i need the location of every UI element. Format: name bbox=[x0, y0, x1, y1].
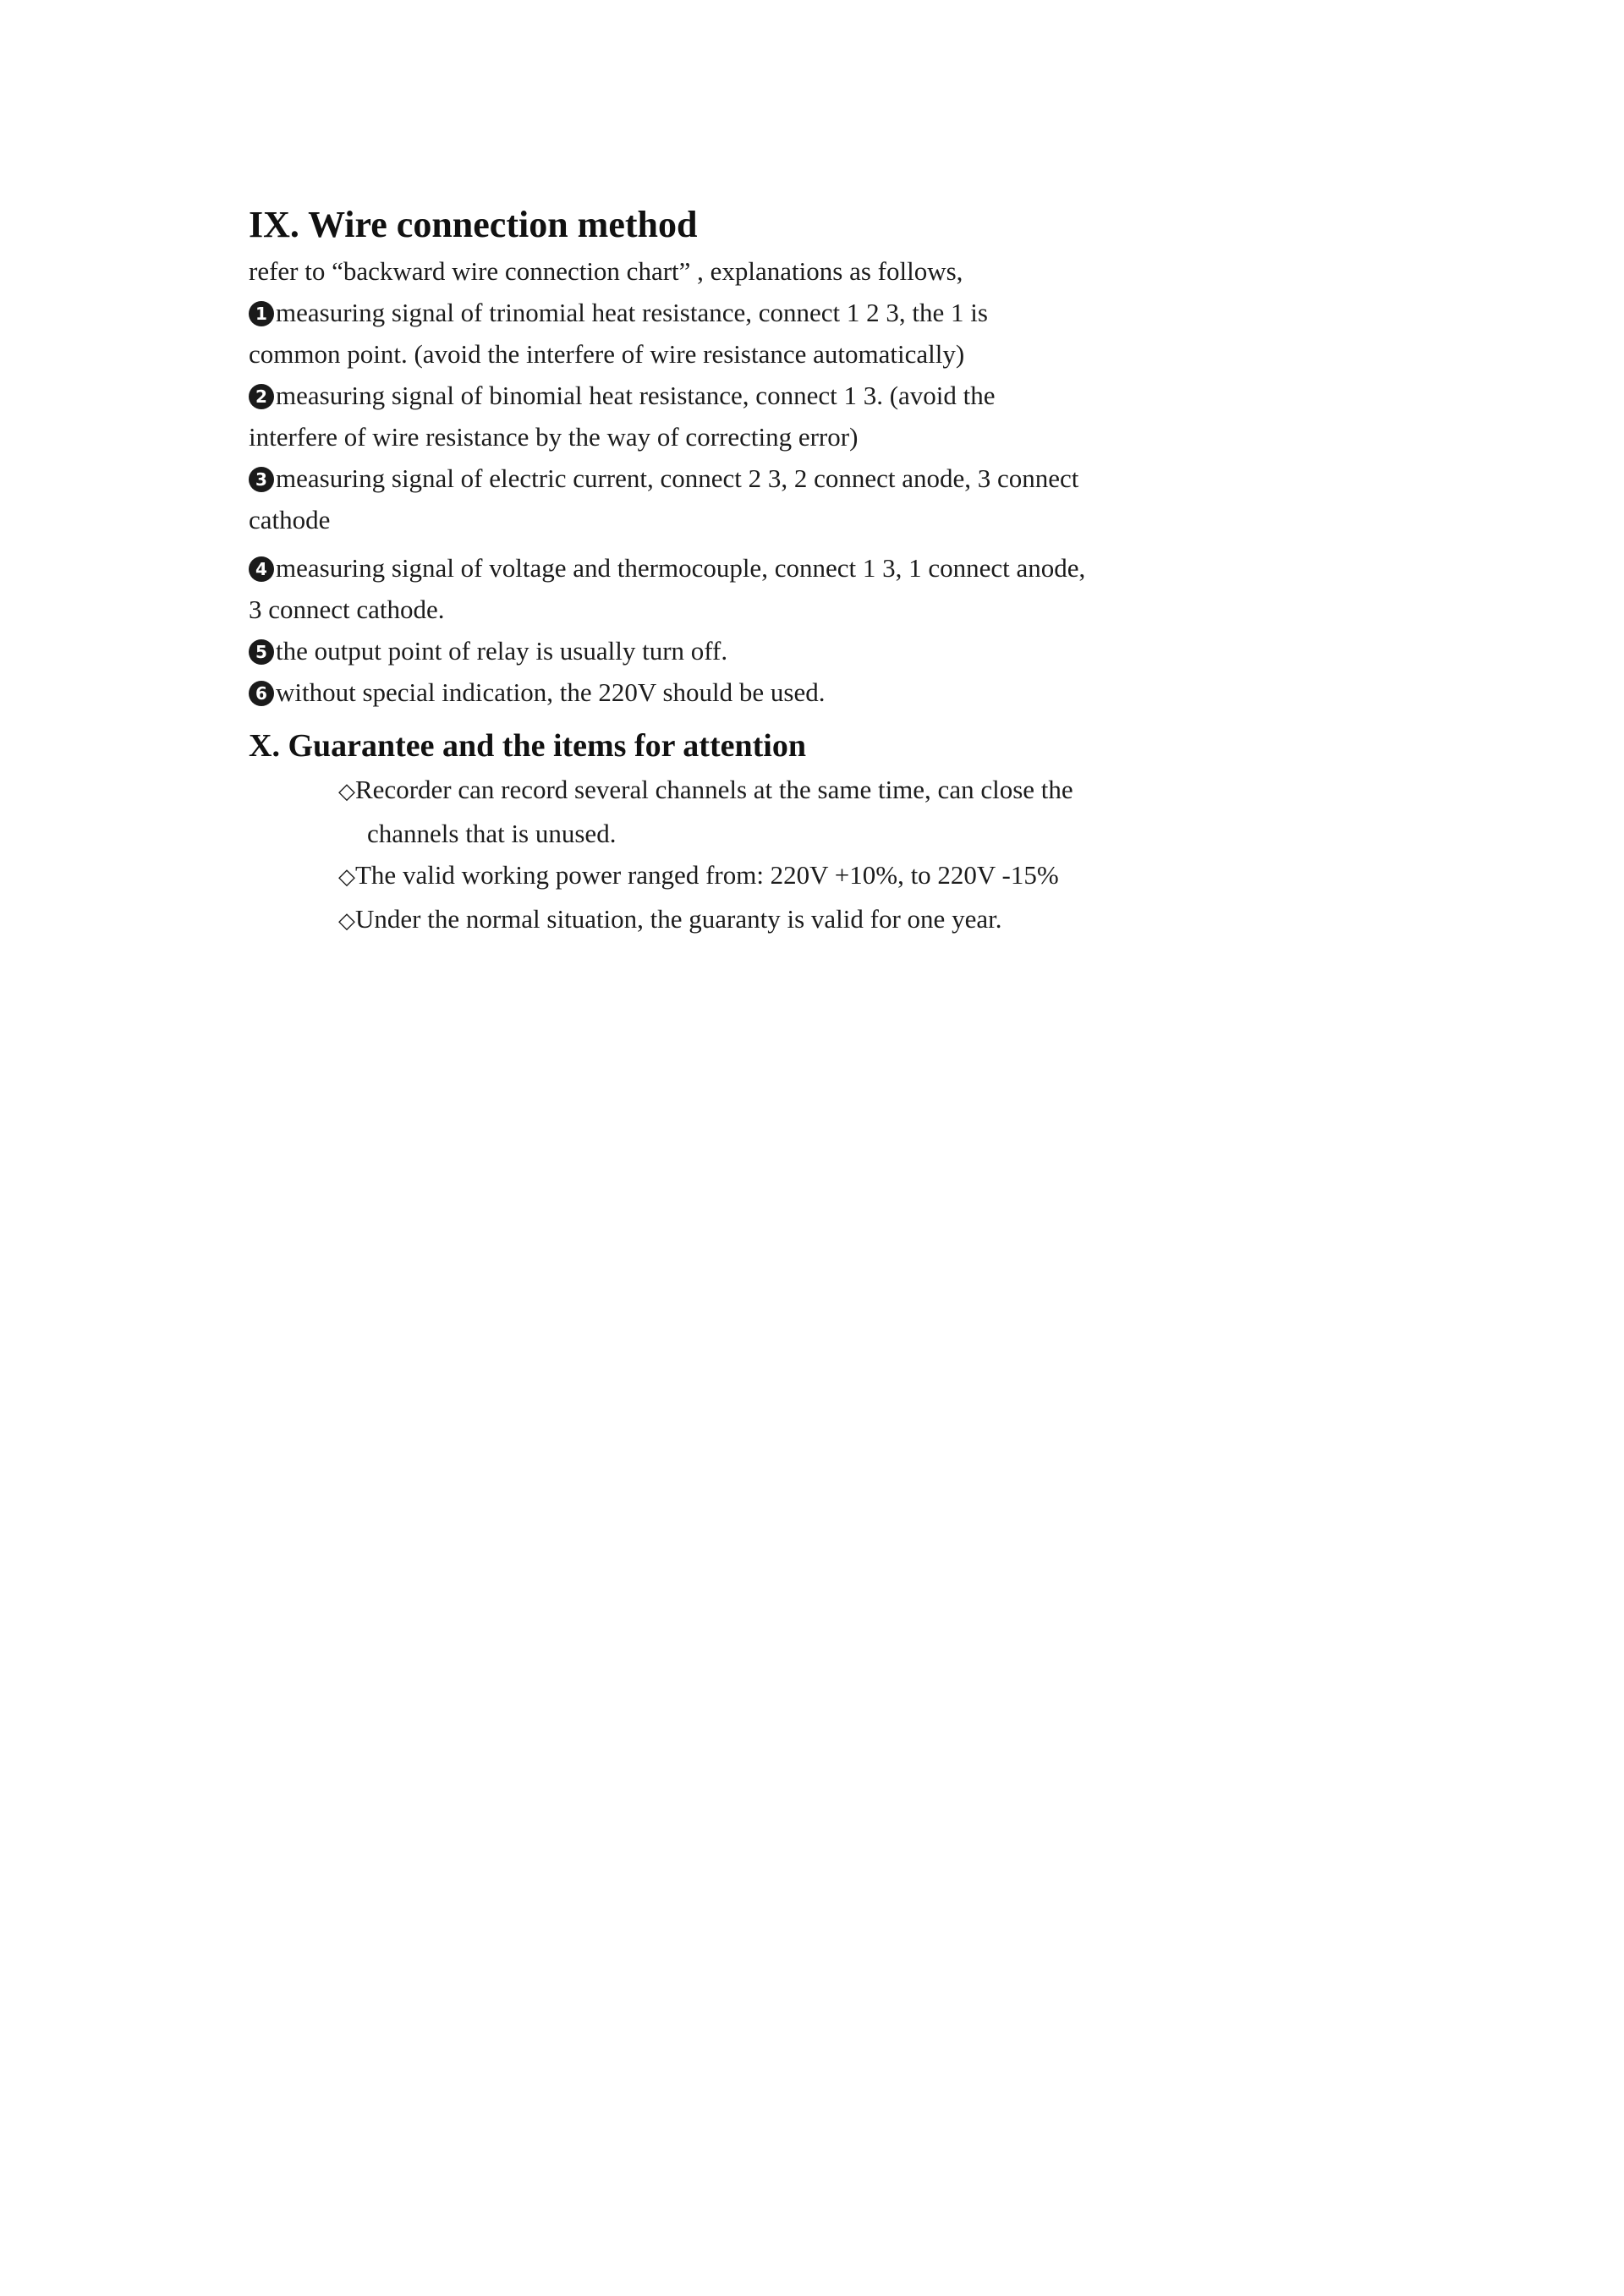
diamond-bullet-icon: ◇ bbox=[338, 864, 355, 890]
diamond-bullet-icon: ◇ bbox=[338, 779, 355, 804]
number-5-icon: 5 bbox=[249, 639, 274, 665]
wiring-item-6-line-1: without special indication, the 220V should be used. bbox=[276, 677, 826, 707]
wiring-item-1-line-2: common point. (avoid the interfere of wire resistance automatically) bbox=[249, 339, 965, 369]
guarantee-item-2-line-1: The valid working power ranged from: 220V +10%, to 220V -15% bbox=[355, 860, 1059, 890]
guarantee-item-3 bbox=[338, 898, 1247, 942]
guarantee-item-3-line-1: Under the normal situation, the guaranty is valid for one year. bbox=[355, 904, 1002, 934]
number-1-icon: 1 bbox=[249, 301, 274, 326]
number-4-icon: 4 bbox=[249, 556, 274, 582]
section-ix-title: IX. Wire connection method bbox=[249, 204, 698, 245]
guarantee-item-1-line-1: Recorder can record several channels at the same time, can close the bbox=[355, 775, 1073, 804]
wiring-item-2-line-2: interfere of wire resistance by the way of correcting error) bbox=[249, 422, 859, 452]
wiring-item-2-line-1: measuring signal of binomial heat resistance, connect 1 3. (avoid the bbox=[276, 381, 996, 410]
wiring-item-3-line-2: cathode bbox=[249, 505, 331, 534]
number-6-icon: 6 bbox=[249, 681, 274, 706]
number-3-icon: 3 bbox=[249, 467, 274, 492]
wiring-item-6 bbox=[249, 671, 1247, 713]
number-2-icon: 2 bbox=[249, 384, 274, 409]
wiring-item-3 bbox=[249, 458, 1247, 540]
guarantee-item-1 bbox=[338, 769, 1247, 854]
wiring-item-3-line-1: measuring signal of electric current, connect 2 3, 2 connect anode, 3 connect bbox=[276, 463, 1079, 493]
section-x-title: X. Guarantee and the items for attention bbox=[249, 728, 806, 764]
section-ix-intro: refer to “backward wire connection chart” , explanations as follows, bbox=[249, 256, 963, 286]
wiring-item-1-line-1: measuring signal of trinomial heat resistance, connect 1 2 3, the 1 is bbox=[276, 298, 988, 327]
guarantee-list bbox=[249, 769, 1247, 942]
wiring-item-4-line-2: 3 connect cathode. bbox=[249, 595, 445, 624]
wiring-item-5-line-1: the output point of relay is usually turn off. bbox=[276, 636, 728, 666]
guarantee-item-1-line-2: channels that is unused. bbox=[367, 819, 617, 848]
wiring-item-1 bbox=[249, 292, 1247, 375]
wiring-item-4-line-1: measuring signal of voltage and thermocouple, connect 1 3, 1 connect anode, bbox=[276, 553, 1086, 583]
guarantee-item-2 bbox=[338, 854, 1247, 898]
wiring-item-2 bbox=[249, 375, 1247, 458]
wiring-item-4 bbox=[249, 547, 1247, 630]
page-content bbox=[249, 200, 1247, 942]
wiring-item-5 bbox=[249, 630, 1247, 671]
diamond-bullet-icon: ◇ bbox=[338, 908, 355, 934]
